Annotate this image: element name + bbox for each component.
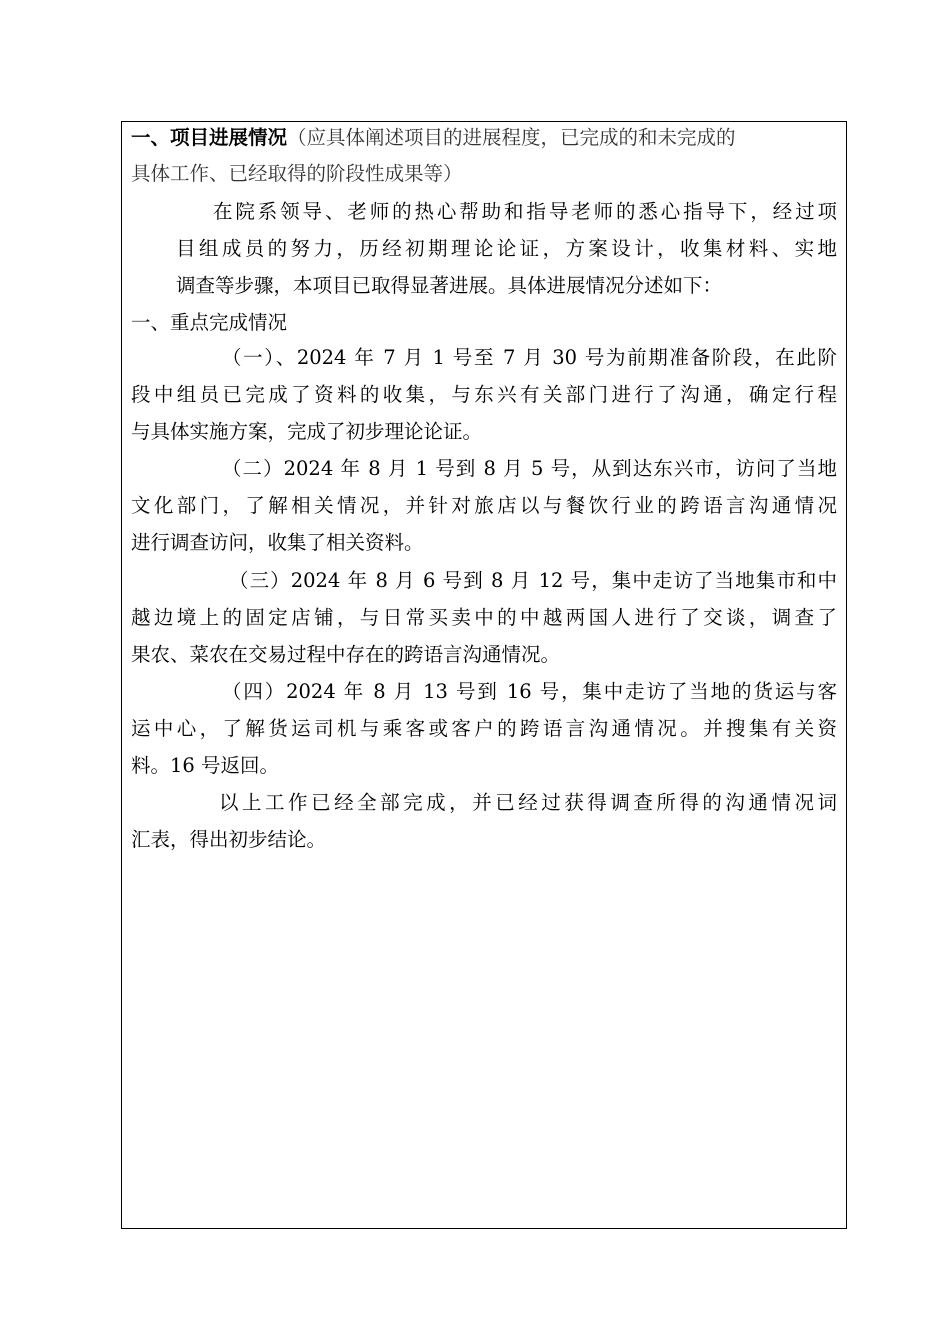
item-3-line-1: （三）2024 年 8 月 6 号到 8 月 12 号，集中走访了当地集市和中: [229, 569, 837, 592]
section-note-line2: 具体工作、已经取得的阶段性成果等）: [131, 162, 463, 185]
item-4-line-3: 料。16 号返回。: [131, 754, 280, 777]
conclusion-line-2: 汇表，得出初步结论。: [131, 828, 327, 851]
item-2-line-1: （二）2024 年 8 月 1 号到 8 月 5 号，从到达东兴市，访问了当地: [222, 457, 837, 480]
conclusion-line-1: 以上工作已经全部完成，并已经过获得调查所得的沟通情况词: [219, 791, 837, 814]
item-3-line-3: 果农、菜农在交易过程中存在的跨语言沟通情况。: [131, 643, 561, 666]
intro-line-1: 在院系领导、老师的热心帮助和指导老师的悉心指导下，经过项: [213, 200, 837, 223]
item-4-line-2: 运中心，了解货运司机与乘客或客户的跨语言沟通情况。并搜集有关资: [131, 717, 837, 740]
item-4-line-1: （四）2024 年 8 月 13 号到 16 号，集中走访了当地的货运与客: [222, 680, 837, 703]
item-3-line-2: 越边境上的固定店铺，与日常买卖中的中越两国人进行了交谈，调查了: [131, 606, 837, 629]
item-1-line-3: 与具体实施方案，完成了初步理论论证。: [131, 420, 483, 443]
intro-line-2: 目组成员的努力，历经初期理论论证，方案设计，收集材料、实地: [176, 237, 837, 260]
sub-heading: 一、重点完成情况: [131, 311, 288, 334]
item-2-line-2: 文化部门，了解相关情况，并针对旅店以与餐饮行业的跨语言沟通情况: [131, 494, 837, 517]
item-2-line-3: 进行调查访问，收集了相关资料。: [131, 531, 424, 554]
section-heading: [131, 127, 736, 149]
section-note: （应具体阐述项目的进展程度，已完成的和未完成的: [287, 126, 736, 149]
section-title: 一、项目进展情况: [131, 126, 288, 149]
item-1-line-2: 段中组员已完成了资料的收集，与东兴有关部门进行了沟通，确定行程: [131, 383, 837, 406]
item-1-line-1: （一）、2024 年 7 月 1 号至 7 月 30 号为前期准备阶段，在此阶: [222, 346, 837, 369]
intro-line-3: 调查等步骤，本项目已取得显著进展。具体进展情况分述如下：: [176, 274, 723, 297]
